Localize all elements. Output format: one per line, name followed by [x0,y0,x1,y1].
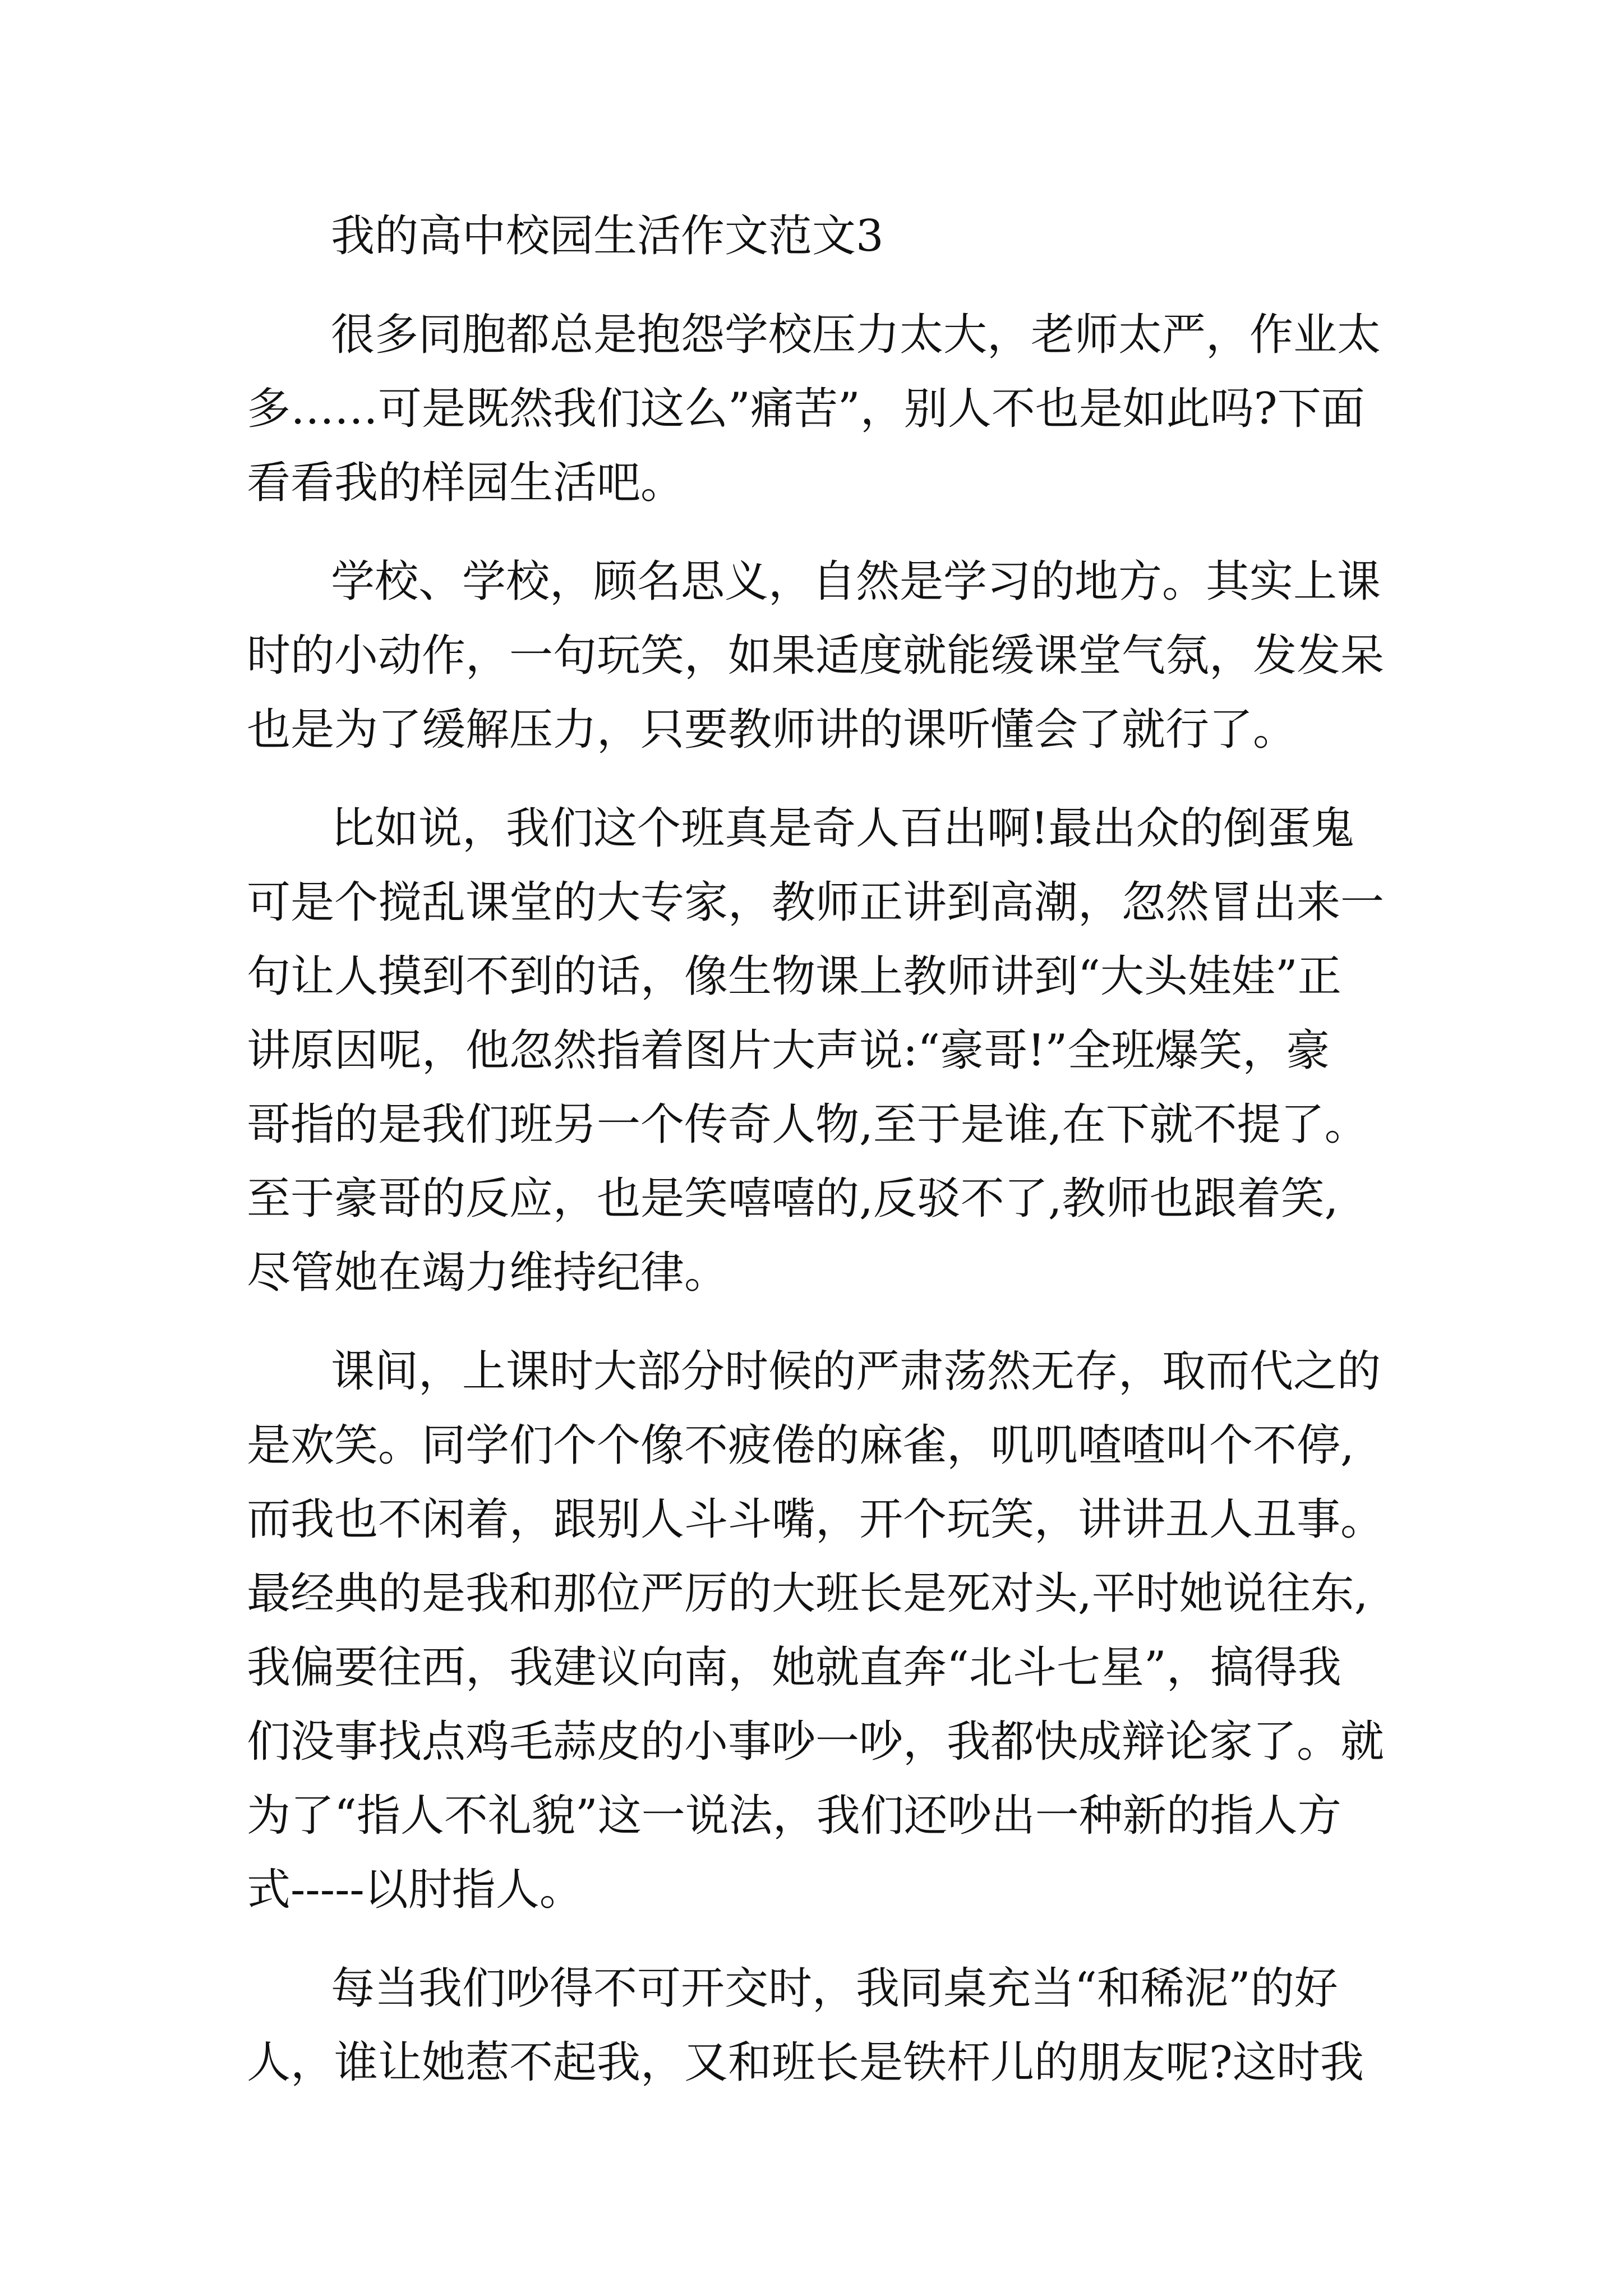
spacer [247,273,1374,298]
paragraph-line: 式-----以肘指人。 [247,1865,583,1915]
paragraph-line: 也是为了缓解压力，只要教师讲的课听懂会了就行了。 [247,705,1297,755]
paragraph-1 [247,298,1381,520]
paragraph-line: 句让人摸到不到的话，像生物课上教师讲到“大头娃娃”正 [247,951,1341,1002]
spacer [247,767,1374,792]
paragraph-line: 课间，上课时大部分时候的严肃荡然无存，取而代之的 [331,1346,1381,1397]
paragraph-line: 人，谁让她惹不起我，又和班长是铁杆儿的朋友呢?这时我 [247,2037,1364,2088]
paragraph-line: 看看我的样园生活吧。 [247,458,685,508]
paragraph-line: 很多同胞都总是抱怨学校压力太大，老师太严，作业太 [331,310,1381,360]
paragraph-line: 每当我们吵得不可开交时，我同桌充当“和稀泥”的好 [331,1963,1338,2014]
paragraph-line: 哥指的是我们班另一个传奇人物,至于是谁,在下就不提了。 [247,1099,1368,1150]
spacer [247,1310,1374,1335]
paragraph-line: 尽管她在竭力维持纪律。 [247,1248,728,1298]
paragraph-3 [247,792,1385,1310]
paragraph-line: 而我也不闲着，跟别人斗斗嘴，开个玩笑，讲讲丑人丑事。 [247,1494,1385,1545]
spacer [247,520,1374,545]
paragraph-4 [247,1335,1385,1927]
paragraph-line: 是欢笑。同学们个个像不疲倦的麻雀，叽叽喳喳叫个不停, [247,1420,1354,1471]
paragraph-line: 最经典的是我和那位严厉的大班长是死对头,平时她说往东, [247,1568,1368,1619]
paragraph-line: 多……可是既然我们这么”痛苦”，别人不也是如此吗?下面 [247,384,1365,434]
paragraph-line: 学校、学校，顾名思义，自然是学习的地方。其实上课 [331,556,1381,607]
paragraph-line: 比如说，我们这个班真是奇人百出啊!最出众的倒蛋鬼 [331,803,1355,854]
paragraph-5 [247,1952,1374,2100]
paragraph-line: 讲原因呢，他忽然指着图片大声说:“豪哥!”全班爆笑，豪 [247,1025,1330,1076]
paragraph-line: 们没事找点鸡毛蒜皮的小事吵一吵，我都快成辩论家了。就 [247,1717,1385,1767]
paragraph-line: 为了“指人不礼貌”这一说法，我们还吵出一种新的指人方 [247,1791,1341,1841]
document-body [247,199,1385,2100]
paragraph-line: 我偏要往西，我建议向南，她就直奔“北斗七星”，搞得我 [247,1642,1341,1693]
paragraph-2 [247,545,1385,767]
spacer [247,1927,1374,1952]
paragraph-line: 时的小动作，一句玩笑，如果适度就能缓课堂气氛，发发呆 [247,631,1385,681]
paragraph-line: 可是个搅乱课堂的大专家，教师正讲到高潮，忽然冒出来一 [247,877,1385,928]
paragraph-line: 至于豪哥的反应，也是笑嘻嘻的,反驳不了,教师也跟着笑, [247,1174,1339,1224]
document-title: 我的高中校园生活作文范文3 [331,211,884,261]
